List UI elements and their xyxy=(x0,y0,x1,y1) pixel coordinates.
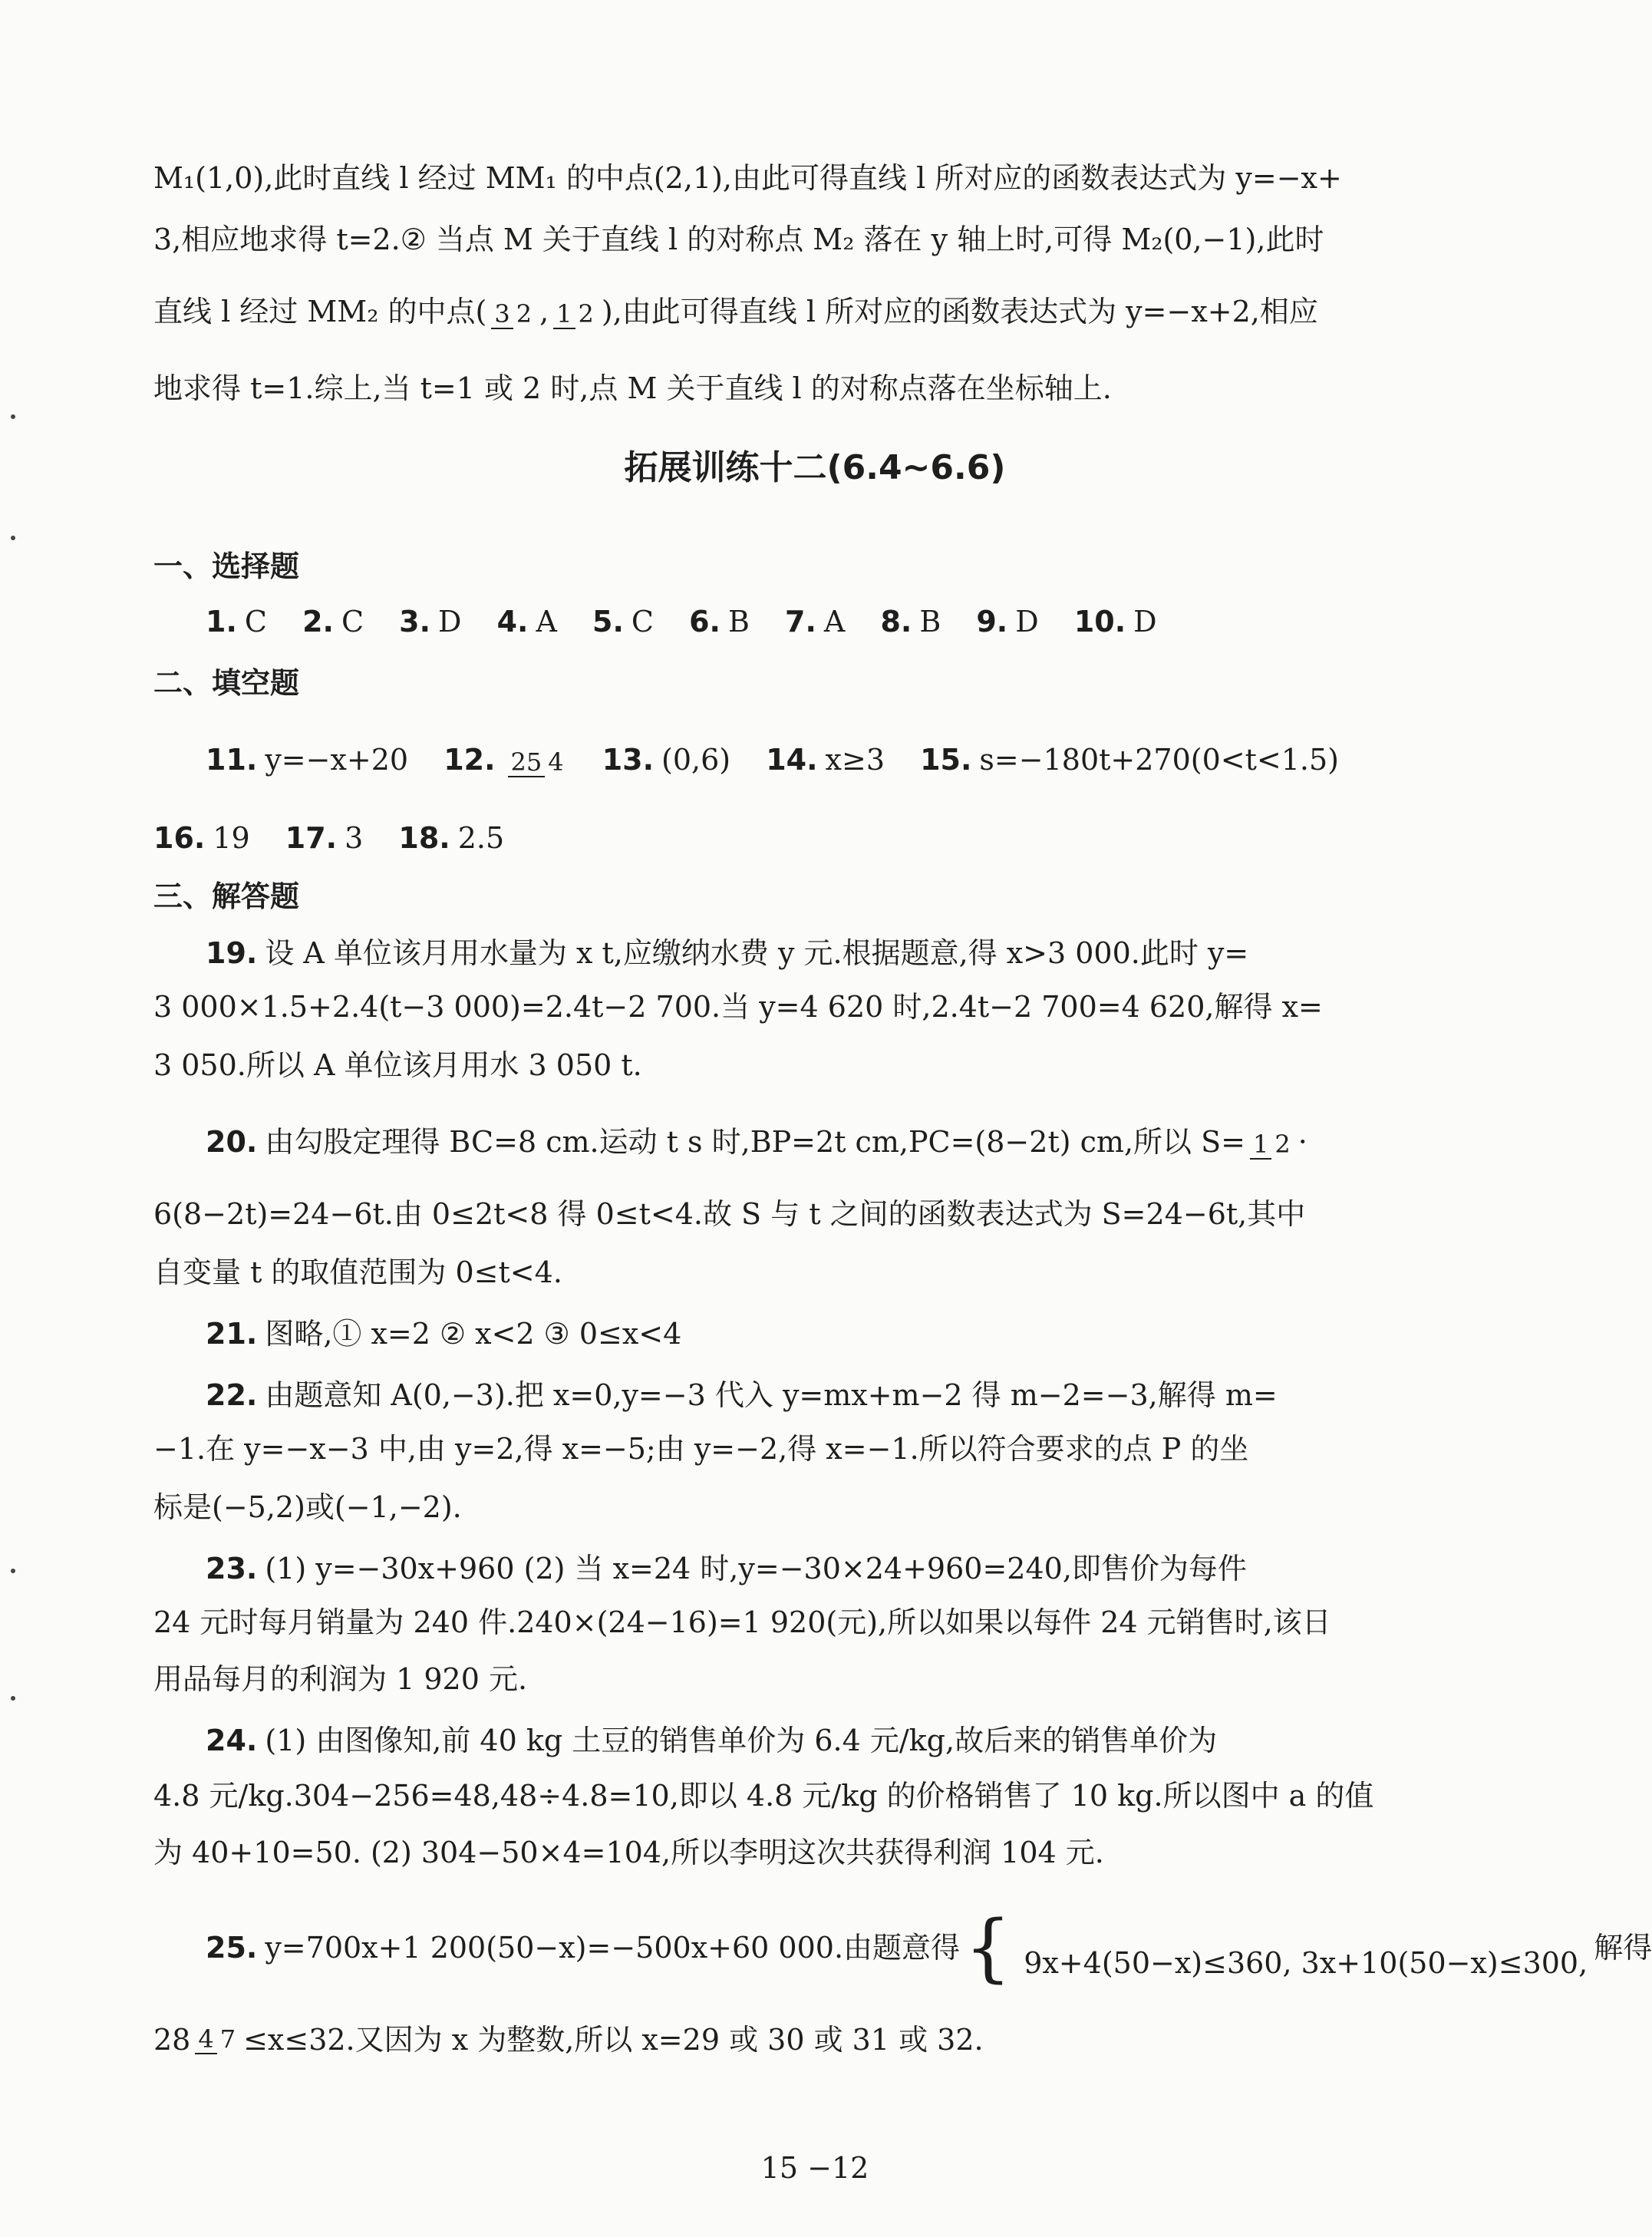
fraction: 1 2 xyxy=(1250,1130,1294,1160)
q22-line: 22. 由题意知 A(0,−3).把 x=0,y=−3 代入 y=mx+m−2 得 m−2=−3,解得 m= xyxy=(206,1378,1278,1412)
margin-dot xyxy=(11,536,15,540)
fill-answers: 11. y=−x+20 12. 25 4 13. (0,6) 14. x≥3 15. s=−180t+270(0<t<1.5) xyxy=(206,743,1339,777)
q24-line: 4.8 元/kg.304−256=48,48÷4.8=10,即以 4.8 元/kg 的价格销售了 10 kg.所以图中 a 的值 xyxy=(153,1779,1374,1813)
q20-line: 6(8−2t)=24−6t.由 0≤2t<8 得 0≤t<4.故 S 与 t 之间的函数表达式为 S=24−6t,其中 xyxy=(153,1197,1306,1231)
text-line: 直线 l 经过 MM₂ 的中点( 3 2 , 1 2 ),由此可得直线 l 所对应的函数表达式为 y=−x+2,相应 xyxy=(153,295,1318,328)
inequality-system: { 9x+4(50−x)≤360, 3x+10(50−x)≤300, xyxy=(964,1905,1588,1991)
text-line: 地求得 t=1.综上,当 t=1 或 2 时,点 M 关于直线 l 的对称点落在坐标轴上. xyxy=(153,371,1112,405)
q22-line: 标是(−5,2)或(−1,−2). xyxy=(153,1490,462,1524)
q23-line: 24 元时每月销量为 240 件.240×(24−16)=1 920(元),所以如果以每件 24 元销售时,该日 xyxy=(153,1605,1331,1639)
q20-line: 20. 由勾股定理得 BC=8 cm.运动 t s 时,BP=2t cm,PC=(8−2t) cm,所以 S= 1 2 · xyxy=(206,1125,1307,1159)
fill-answers: 16. 19 17. 3 18. 2.5 xyxy=(153,821,505,855)
q24-line: 为 40+10=50. (2) 304−50×4=104,所以李明这次共获得利润 104 元. xyxy=(153,1836,1104,1869)
section-heading: 二、填空题 xyxy=(153,666,300,700)
q24-line: 24. (1) 由图像知,前 40 kg 土豆的销售单价为 6.4 元/kg,故后来的销售单价为 xyxy=(206,1724,1218,1757)
q25-line: 25. y=700x+1 200(50−x)=−500x+60 000.由题意得 { 9x+4(50−x)≤360, 3x+10(50−x)≤300, 解得 xyxy=(206,1905,1652,1991)
fraction: 25 4 xyxy=(508,748,567,777)
q25-line: 28 4 7 ≤x≤32.又因为 x 为整数,所以 x=29 或 30 或 31 或 32. xyxy=(153,2023,984,2057)
fraction: 3 2 xyxy=(491,300,535,329)
section-title: 拓展训练十二(6.4~6.6) xyxy=(624,448,1006,487)
choice-answers: 1. C 2. C 3. D 4. A 5. C 6. B 7. A 8. B 9. D 10. D xyxy=(206,605,1157,638)
page-number: 15 −12 xyxy=(760,2151,869,2185)
section-heading: 三、解答题 xyxy=(153,879,300,913)
margin-dot xyxy=(11,1569,15,1573)
text-line: M₁(1,0),此时直线 l 经过 MM₁ 的中点(2,1),由此可得直线 l 所对应的函数表达式为 y=−x+ xyxy=(153,161,1342,195)
section-heading: 一、选择题 xyxy=(153,549,300,583)
left-brace: { xyxy=(964,1905,1012,1991)
q22-line: −1.在 y=−x−3 中,由 y=2,得 x=−5;由 y=−2,得 x=−1.所以符合要求的点 P 的坐 xyxy=(153,1432,1249,1466)
q19-line: 3 050.所以 A 单位该月用水 3 050 t. xyxy=(153,1048,642,1082)
fraction: 4 7 xyxy=(195,2025,239,2054)
q23-line: 23. (1) y=−30x+960 (2) 当 x=24 时,y=−30×24+960=240,即售价为每件 xyxy=(206,1552,1247,1585)
q19-line: 3 000×1.5+2.4(t−3 000)=2.4t−2 700.当 y=4 620 时,2.4t−2 700=4 620,解得 x= xyxy=(153,990,1323,1024)
margin-dot xyxy=(11,414,15,419)
margin-dot xyxy=(11,1696,15,1701)
fraction: 1 2 xyxy=(553,300,597,329)
q19-line: 19. 设 A 单位该月用水量为 x t,应缴纳水费 y 元.根据题意,得 x>3 000.此时 y= xyxy=(206,936,1249,970)
q20-line: 自变量 t 的取值范围为 0≤t<4. xyxy=(153,1255,562,1289)
q21-line: 21. 图略,① x=2 ② x<2 ③ 0≤x<4 xyxy=(206,1317,682,1351)
text-line: 3,相应地求得 t=2.② 当点 M 关于直线 l 的对称点 M₂ 落在 y 轴上时,可得 M₂(0,−1),此时 xyxy=(153,223,1324,256)
q23-line: 用品每月的利润为 1 920 元. xyxy=(153,1662,528,1696)
